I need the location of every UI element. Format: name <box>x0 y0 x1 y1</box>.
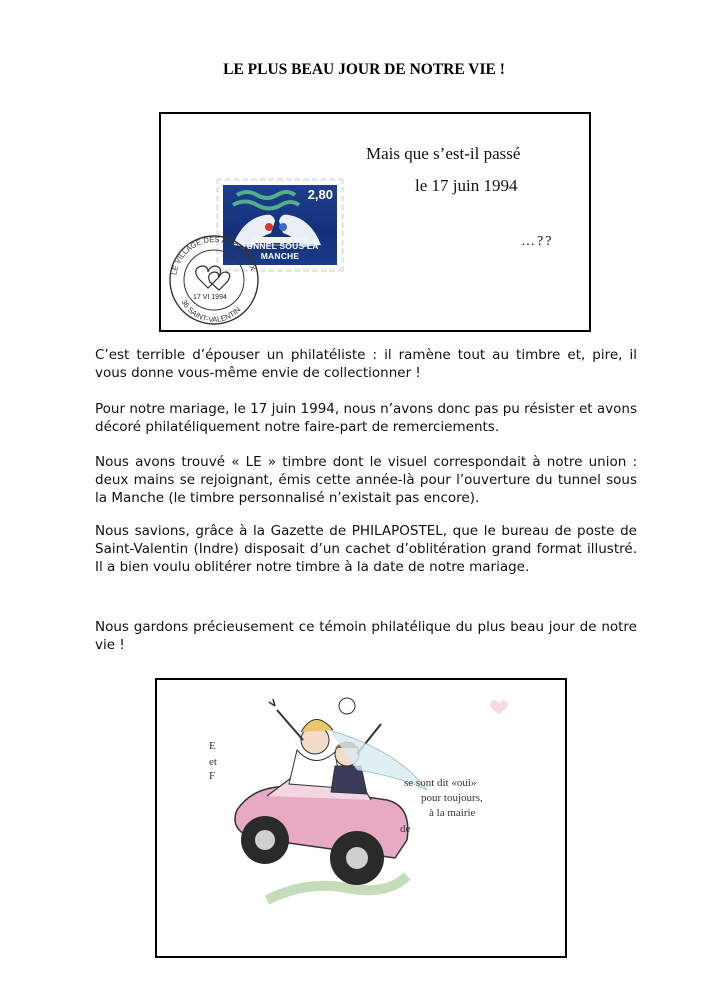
card-question-line-3: …?? <box>521 234 554 249</box>
wedding-card <box>155 678 567 958</box>
announcement-card <box>159 112 591 332</box>
initial-f: F <box>209 770 216 782</box>
page-title: LE PLUS BEAU JOUR DE NOTRE VIE ! <box>223 61 505 78</box>
card-text-line-3: à la mairie <box>429 807 476 819</box>
wedding-car-illustration <box>157 680 565 956</box>
card-text-line-2: pour toujours, <box>421 792 483 804</box>
card-text-line-1: se sont dit «oui» <box>404 777 477 789</box>
postmark-date: 17 VI 1994 <box>193 294 227 301</box>
card-question-line-1: Mais que s’est-il passé <box>366 144 521 163</box>
paragraph-5: Nous gardons précieusement ce témoin philatélique du plus beau jour de notre vie ! <box>95 619 637 653</box>
svg-text:LE VILLAGE DES AMOUREUX <box>169 235 257 276</box>
word-et: et <box>209 756 217 768</box>
stamp-caption: TUNNEL SOUS LA MANCHE <box>241 241 319 261</box>
initial-e: E <box>209 740 216 752</box>
postmark-icon <box>164 230 264 330</box>
stamp-value: 2,80 <box>307 187 333 202</box>
postmark-top-text: LE VILLAGE DES AMOUREUX <box>169 234 258 276</box>
paragraph-4: Nous savions, grâce à la Gazette de PHILAPOSTEL, que le bureau de poste de Saint-Valentin (Indre) disposait d’un cachet d’oblitération grand format illustré. Il a bien voulu oblitérer notre timbre à la date de notre mariage. <box>95 523 637 575</box>
card-question-line-2: le 17 juin 1994 <box>415 176 518 195</box>
postmark-bottom-text: 36 SAINT-VALENTIN <box>179 297 243 325</box>
paragraph-2: Pour notre mariage, le 17 juin 1994, nous n’avons donc pas pu résister et avons décoré philatéliquement notre faire-part de remerciements. <box>95 401 637 435</box>
paragraph-3: Nous avons trouvé « LE » timbre dont le visuel correspondait à notre union : deux mains se rejoignant, émis cette année-là pour l’ouverture du tunnel sous la Manche (le timbre personnalisé n’existait pas encore). <box>95 454 637 506</box>
card-text-line-4: de <box>400 823 411 835</box>
paragraph-1: C’est terrible d’épouser un philatéliste : il ramène tout au timbre et, pire, il vous donne vous-même envie de collectionner ! <box>95 347 637 381</box>
